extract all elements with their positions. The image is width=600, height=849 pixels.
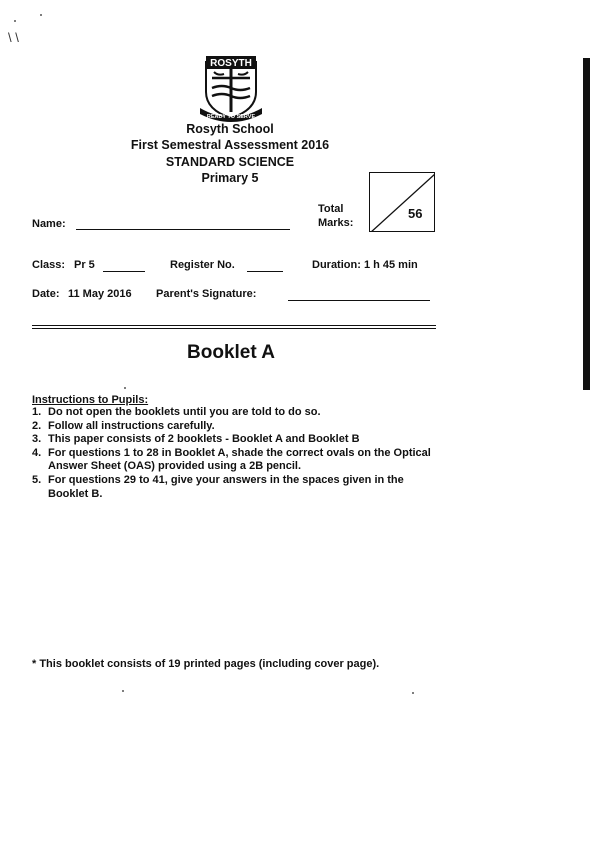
name-field-line[interactable] [76, 229, 290, 230]
divider-line [32, 325, 436, 326]
instructions-title: Instructions to Pupils: [32, 394, 149, 406]
school-name: Rosyth School [186, 122, 274, 136]
class-value: Pr 5 [74, 259, 95, 271]
instructions-list [32, 406, 442, 501]
class-field-line[interactable] [103, 271, 145, 272]
instruction-item: 4. For questions 1 to 28 in Booklet A, shade the correct ovals on the Optical Answer Sheet (OAS) provided using a 2B pencil. [32, 446, 431, 473]
name-label: Name: [32, 218, 66, 230]
svg-text:ROSYTH: ROSYTH [210, 58, 252, 69]
total-marks-value: 56 [408, 206, 423, 221]
margin-scribble: \ \ [8, 30, 19, 45]
booklet-title: Booklet A [187, 342, 275, 363]
instruction-item: 3. This paper consists of 2 booklets - Booklet A and Booklet B [32, 433, 360, 446]
svg-text:READY TO SERVE: READY TO SERVE [206, 114, 256, 120]
divider-line [32, 328, 436, 329]
register-field-line[interactable] [247, 271, 283, 272]
scan-speck [412, 692, 414, 694]
register-label: Register No. [170, 259, 235, 271]
page-count-note: * This booklet consists of 19 printed pages (including cover page). [32, 658, 380, 670]
scan-speck [122, 690, 124, 692]
signature-field-line[interactable] [288, 300, 430, 301]
scan-margin-bar [583, 58, 590, 390]
instruction-item: 2. Follow all instructions carefully. [32, 419, 215, 432]
signature-label: Parent's Signature: [156, 288, 257, 300]
instruction-item: 5. For questions 29 to 41, give your answers in the spaces given in the Booklet B. [32, 473, 404, 500]
marks-label: Marks: [318, 217, 354, 229]
subject-title: STANDARD SCIENCE [165, 155, 295, 169]
date-value: 11 May 2016 [68, 288, 132, 300]
level-title: Primary 5 [201, 171, 259, 185]
duration: Duration: 1 h 45 min [312, 259, 418, 271]
scan-speck [14, 20, 16, 22]
total-marks-box [369, 172, 435, 232]
date-label: Date: [32, 288, 60, 300]
instruction-item: 1. Do not open the booklets until you are told to do so. [32, 406, 321, 418]
marks-diagonal [370, 173, 435, 232]
class-label: Class: [32, 259, 66, 271]
scan-speck [124, 387, 126, 389]
assessment-title: First Semestral Assessment 2016 [130, 138, 330, 152]
total-label: Total [318, 203, 344, 215]
school-crest-logo [200, 52, 262, 122]
scan-speck [40, 14, 42, 16]
